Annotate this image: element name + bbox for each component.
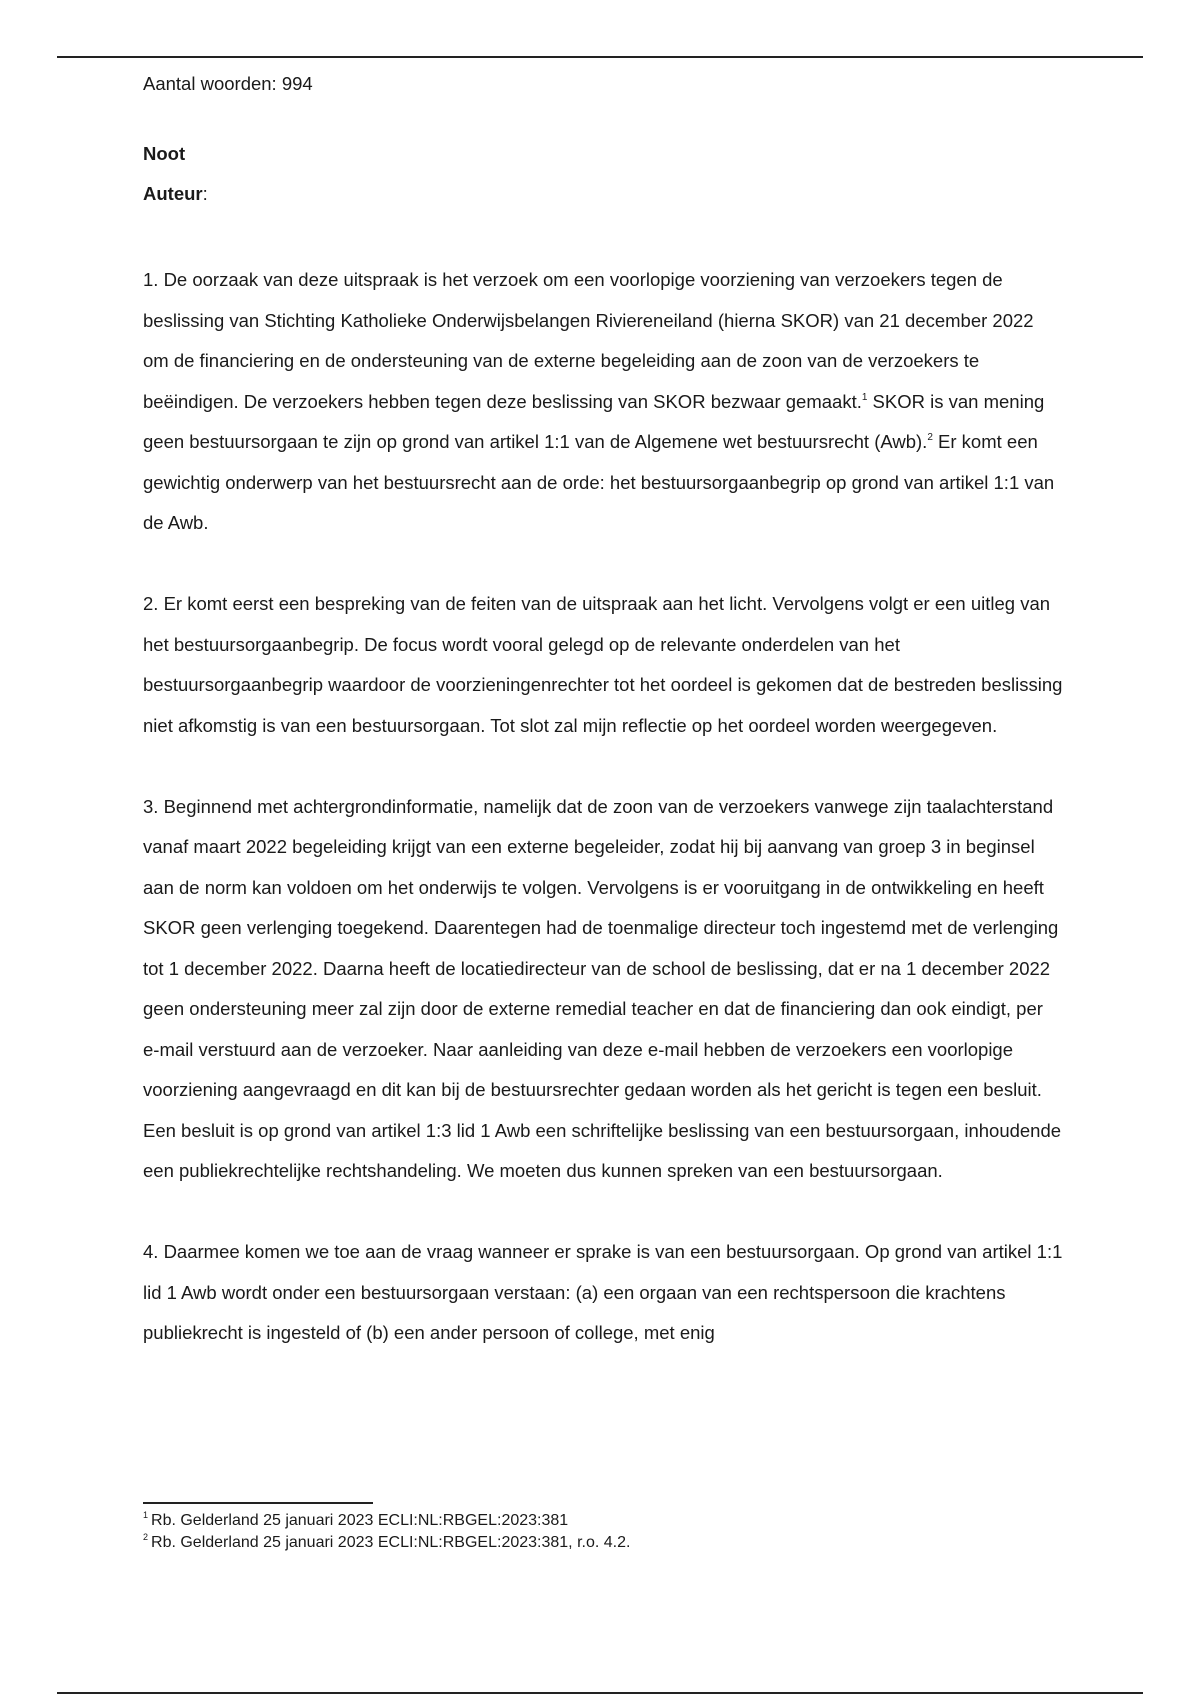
footnote-separator xyxy=(143,1502,373,1504)
footnote-text-2: Rb. Gelderland 25 januari 2023 ECLI:NL:RBGEL:2023:381, r.o. 4.2. xyxy=(151,1534,631,1551)
paragraph-1-text-a: 1. De oorzaak van deze uitspraak is het verzoek om een voorlopige voorziening van verzoekers tegen de beslissing van Stichting Katholieke Onderwijsbelangen Riviereneiland (hierna SKOR) van 21 december 2022 om de financiering en de ondersteuning van de externe begeleiding aan de zoon van de verzoekers te beëindigen. De verzoekers hebben tegen deze beslissing van SKOR bezwaar gemaakt. xyxy=(143,269,1034,412)
paragraph-2: 2. Er komt eerst een bespreking van de feiten van de uitspraak aan het licht. Vervolgens volgt er een uitleg van het bestuursorgaanbegrip. De focus wordt vooral gelegd op de relevante onderdelen van het bestuursorgaanbegrip waardoor de voorzieningenrechter tot het oordeel is gekomen dat de bestreden beslissing niet afkomstig is van een bestuursorgaan. Tot slot zal mijn reflectie op het oordeel worden weergegeven. xyxy=(143,593,1063,736)
page-top-rule xyxy=(57,56,1143,58)
paragraph-1-text-c: Er komt een gewichtig onderwerp van het bestuursrecht aan de orde: het bestuursorgaanbegrip op grond van artikel 1:1 van de Awb. xyxy=(143,431,1055,533)
author-line xyxy=(143,180,1063,208)
word-count: Aantal woorden: 994 xyxy=(143,73,313,94)
paragraph-1 xyxy=(143,260,1063,544)
footnote-number-1: 1 xyxy=(143,1510,149,1520)
paragraph-4: 4. Daarmee komen we toe aan de vraag wanneer er sprake is van een bestuursorgaan. Op grond van artikel 1:1 lid 1 Awb wordt onder een bestuursorgaan verstaan: (a) een orgaan van een rechtspersoon die krachtens publiekrecht is ingesteld of (b) een ander persoon of college, met enig xyxy=(143,1241,1063,1343)
footnote-text-1: Rb. Gelderland 25 januari 2023 ECLI:NL:RBGEL:2023:381 xyxy=(151,1512,569,1529)
footnote-1 xyxy=(143,1510,1043,1532)
paragraph-3: 3. Beginnend met achtergrondinformatie, namelijk dat de zoon van de verzoekers vanwege zijn taalachterstand vanaf maart 2022 begeleiding krijgt van een externe begeleider, zodat hij bij aanvang van groep 3 in beginsel aan de norm kan voldoen om het onderwijs te volgen. Vervolgens is er vooruitgang in de ontwikkeling en heeft SKOR geen verlenging toegekend. Daarentegen had de toenmalige directeur toch ingestemd met de verlenging tot 1 december 2022. Daarna heeft de locatiedirecteur van de school de beslissing, dat er na 1 december 2022 geen ondersteuning meer zal zijn door de externe remedial teacher en dat de financiering dan ook eindigt, per e-mail verstuurd aan de verzoeker. Naar aanleiding van deze e-mail hebben de verzoekers een voorlopige voorziening aangevraagd en dit kan bij de bestuursrechter gedaan worden als het gericht is tegen een besluit. Een besluit is op grond van artikel 1:3 lid 1 Awb een schriftelijke beslissing van een bestuursorgaan, inhoudende een publiekrechtelijke rechtshandeling. We moeten dus kunnen spreken van een bestuursorgaan. xyxy=(143,795,1062,1181)
author-colon: : xyxy=(202,183,208,204)
footnote-ref-1[interactable]: 1 xyxy=(861,391,868,403)
document-body xyxy=(143,70,1063,1394)
footnotes xyxy=(143,1510,1043,1554)
footnote-number-2: 2 xyxy=(143,1532,149,1542)
note-heading: Noot xyxy=(143,143,186,164)
author-label: Auteur xyxy=(143,183,203,204)
page-bottom-rule xyxy=(57,1692,1143,1694)
footnote-ref-2[interactable]: 2 xyxy=(927,432,933,443)
paragraph-1-text-b: SKOR is van mening geen bestuursorgaan te zijn op grond van artikel 1:1 van de Algemene wet bestuursrecht (Awb). xyxy=(143,390,1045,452)
footnote-2 xyxy=(143,1532,1043,1554)
